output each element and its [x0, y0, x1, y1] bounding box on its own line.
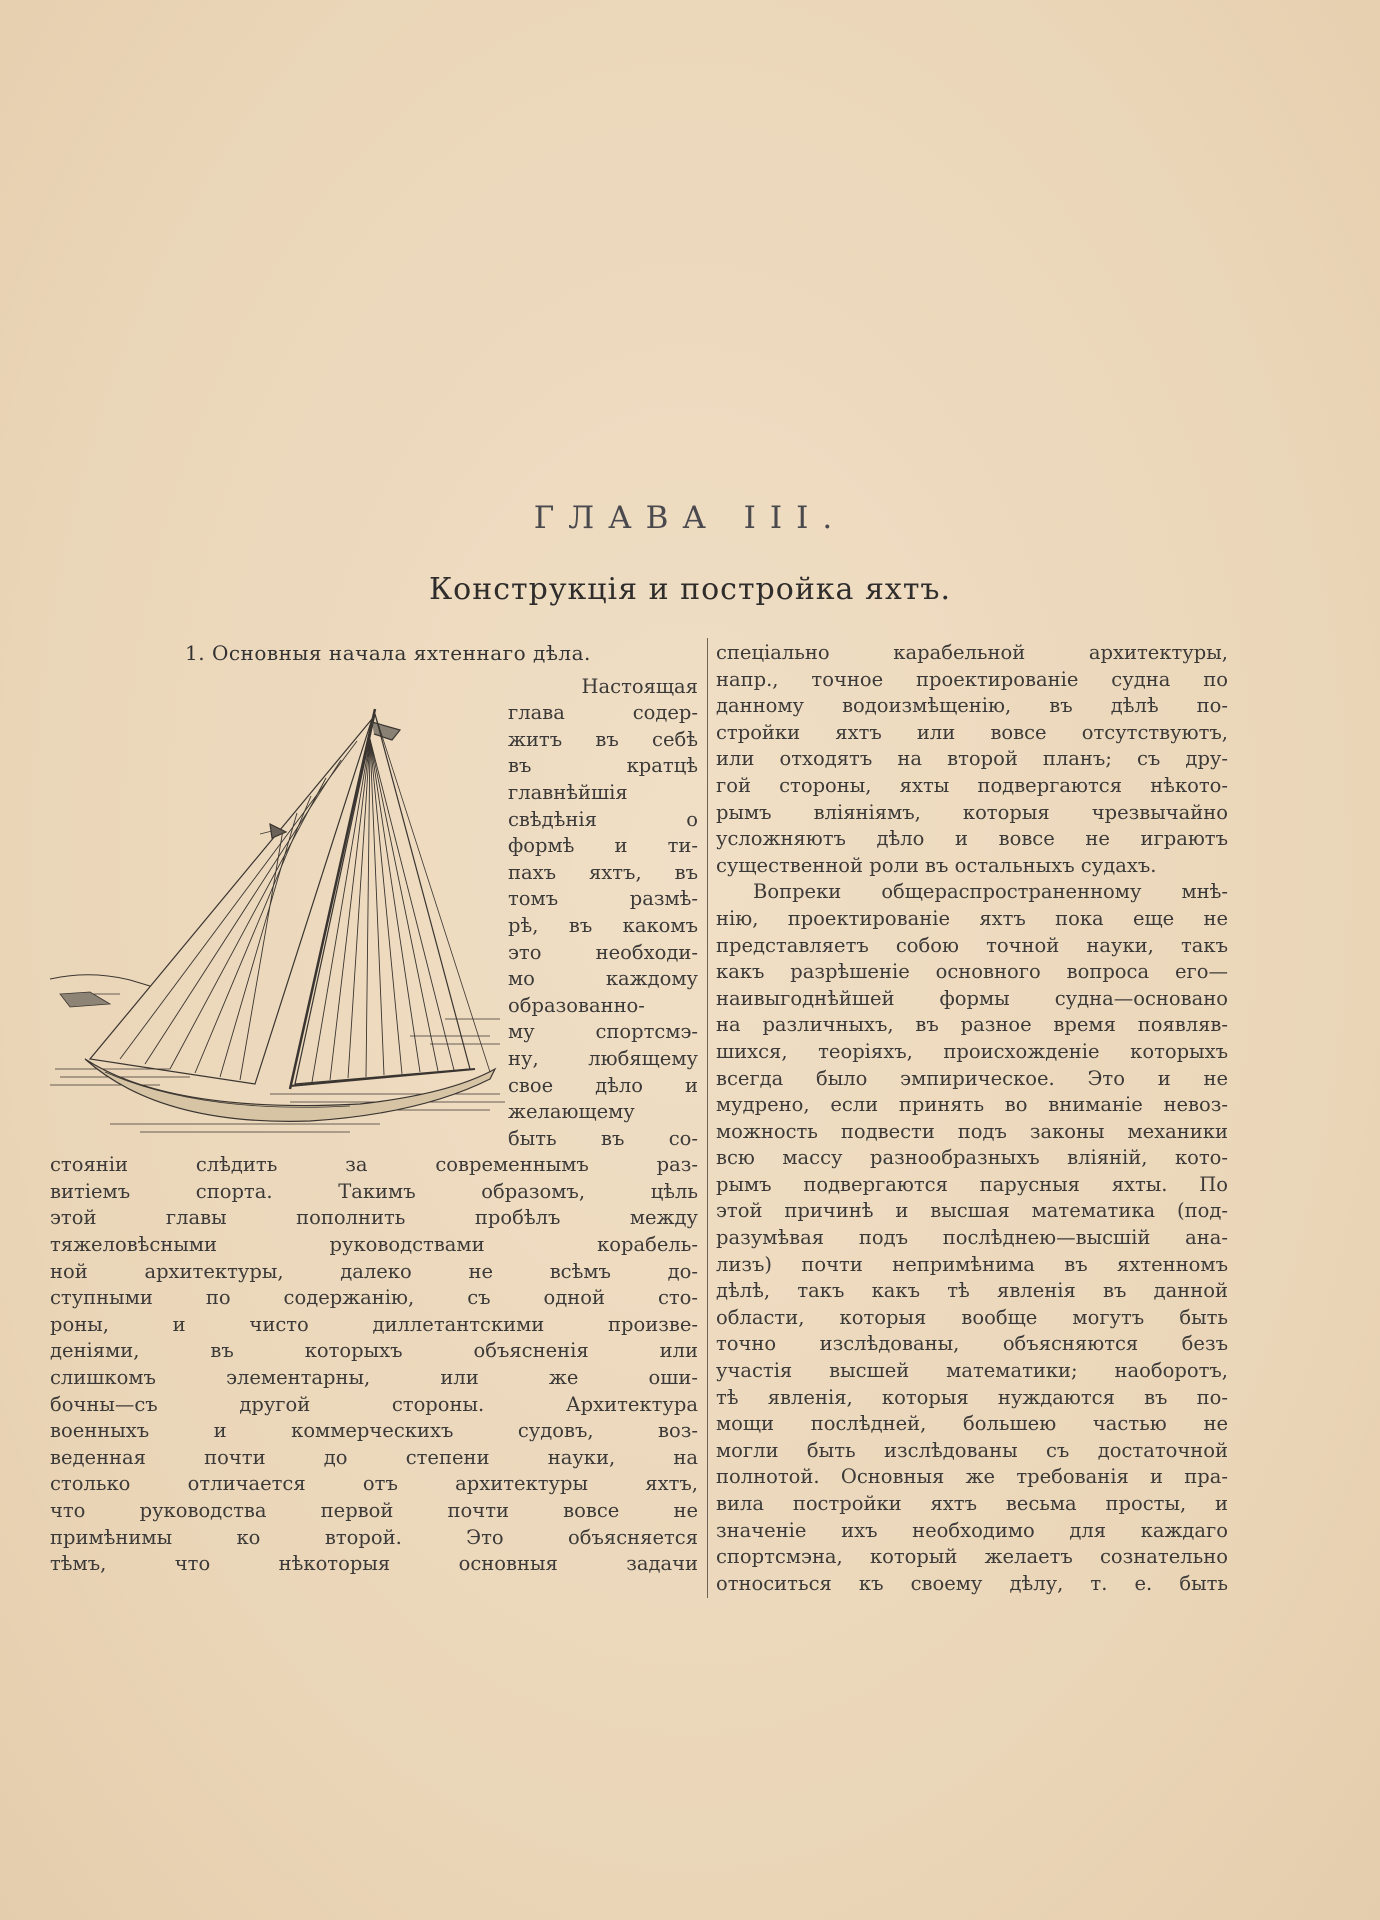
wrapped-text	[508, 674, 698, 1153]
chapter-title: Конструкція и постройка яхтъ.	[428, 572, 952, 607]
text-line: рымъ подвергаются парусныя яхты. По	[716, 1172, 1228, 1196]
text-line: данному водоизмѣщенію, въ дѣлѣ по-	[716, 694, 1228, 718]
text-line: могли быть изслѣдованы съ достаточной	[716, 1438, 1228, 1462]
text-line: ну, любящему	[508, 1046, 698, 1070]
text-line: точно изслѣдованы, объясняются безъ	[716, 1332, 1228, 1356]
text-line: примѣнимы ко второй. Это объясняется	[50, 1525, 698, 1549]
text-line: существенной роли въ остальныхъ судахъ.	[716, 853, 1157, 877]
right-column	[716, 640, 1228, 1597]
text-line: рѣ, въ какомъ	[508, 913, 698, 937]
text-line: лизъ) почти непримѣнима въ яхтенномъ	[716, 1252, 1228, 1276]
text-line: этой главы пополнить пробѣлъ между	[50, 1206, 698, 1230]
text-line: быть въ со-	[508, 1126, 698, 1150]
text-line: напр., точное проектированіе судна по	[716, 667, 1228, 691]
text-line: относиться къ своему дѣлу, т. е. быть	[716, 1571, 1228, 1595]
text-line: желающему	[508, 1100, 635, 1124]
text-line: спеціально карабельной архитектуры,	[716, 641, 1228, 664]
text-line: Настоящая	[581, 674, 698, 698]
text-line: главнѣйшія	[508, 780, 628, 804]
sailboat-engraving	[50, 674, 508, 1146]
text-line: нію, проектированіе яхтъ пока еще не	[716, 906, 1228, 930]
text-line: свѣдѣнія о	[508, 807, 698, 831]
text-line: области, которыя вообще могутъ быть	[716, 1305, 1228, 1329]
text-line: полнотой. Основныя же требованія и пра-	[716, 1465, 1228, 1489]
text-line: ступными по содержанію, съ одной сто-	[50, 1286, 698, 1310]
text-line: ной архитектуры, далеко не всѣмъ до-	[50, 1259, 698, 1283]
text-line: тяжеловѣсными руководствами корабель-	[50, 1233, 698, 1257]
text-line: веденная почти до степени науки, на	[50, 1445, 698, 1469]
text-line: томъ размѣ-	[508, 887, 698, 911]
text-line: мо каждому	[508, 967, 698, 991]
text-line: житъ въ себѣ	[508, 727, 698, 751]
left-column	[50, 640, 698, 1578]
text-line: мудрено, если принять во вниманіе невоз-	[716, 1093, 1228, 1117]
text-line: образованно-	[508, 993, 645, 1017]
text-line: деніями, въ которыхъ объясненія или	[50, 1339, 698, 1363]
text-line: наивыгоднѣйшей формы судна—основано	[716, 986, 1228, 1010]
text-line: всю массу разнообразныхъ вліяній, кото-	[716, 1146, 1228, 1170]
chapter-heading: ГЛАВА III.	[533, 500, 847, 536]
text-line: можность подвести подъ законы механики	[716, 1119, 1228, 1143]
text-line: Вопреки общераспространенному мнѣ-	[753, 880, 1228, 904]
text-line: этой причинѣ и высшая математика (под-	[716, 1199, 1228, 1223]
text-line: или отходятъ на второй планъ; съ дру-	[716, 747, 1228, 771]
illustration-block	[50, 674, 698, 1153]
text-line: столько отличается отъ архитектуры яхтъ,	[50, 1472, 698, 1496]
text-line: свое дѣло и	[508, 1073, 698, 1097]
text-line: гой стороны, яхты подвергаются нѣкото-	[716, 773, 1228, 797]
text-line: витіемъ спорта. Такимъ образомъ, цѣль	[50, 1179, 698, 1203]
text-line: спортсмэна, который желаетъ сознательно	[716, 1545, 1228, 1569]
sailboat-illustration	[50, 674, 508, 1146]
text-line: тѣ явленія, которыя нуждаются въ по-	[716, 1385, 1228, 1409]
text-line: что руководства первой почти вовсе не	[50, 1499, 698, 1522]
text-line: роны, и чисто диллетантскими произве-	[50, 1312, 698, 1336]
text-line: тѣмъ, что нѣкоторыя основныя задачи	[50, 1552, 698, 1576]
text-line: стройки яхтъ или вовсе отсутствуютъ,	[716, 720, 1228, 744]
text-line: вила постройки яхтъ весьма просты, и	[716, 1492, 1228, 1515]
text-line: шихся, теоріяхъ, происхожденіе которыхъ	[716, 1039, 1228, 1063]
text-line: усложняютъ дѣло и вовсе не играютъ	[716, 827, 1228, 851]
text-line: разумѣвая подъ послѣднею—высшій ана-	[716, 1226, 1228, 1250]
text-line: представляетъ собою точной науки, такъ	[716, 933, 1228, 957]
text-line: въ кратцѣ	[508, 754, 698, 778]
text-line: му спортсмэ-	[508, 1020, 698, 1044]
text-line: пахъ яхтъ, въ	[508, 860, 698, 884]
text-line: слишкомъ элементарны, или же оши-	[50, 1366, 698, 1390]
text-line: стояніи слѣдить за современнымъ раз-	[50, 1153, 698, 1177]
text-line: какъ разрѣшеніе основного вопроса его—	[716, 960, 1228, 984]
text-line: значеніе ихъ необходимо для каждаго	[716, 1518, 1228, 1542]
text-line: бочны—съ другой стороны. Архитектура	[50, 1392, 698, 1416]
text-line: дѣлѣ, такъ какъ тѣ явленія въ данной	[716, 1279, 1228, 1303]
text-line: рымъ вліяніямъ, которыя чрезвычайно	[716, 800, 1228, 824]
text-line: всегда было эмпирическое. Это и не	[716, 1066, 1228, 1090]
text-line: глава содер-	[508, 701, 698, 725]
column-divider	[707, 638, 708, 1598]
section-heading: 1. Основныя начала яхтеннаго дѣла.	[185, 641, 591, 665]
text-line: военныхъ и коммерческихъ судовъ, воз-	[50, 1419, 698, 1443]
text-line: формѣ и ти-	[508, 834, 698, 858]
text-line: на различныхъ, въ разное время появляв-	[716, 1013, 1228, 1037]
text-line: участія высшей математики; наоборотъ,	[716, 1359, 1228, 1383]
text-line: это необходи-	[508, 940, 698, 964]
text-line: мощи послѣдней, большею частью не	[716, 1412, 1228, 1436]
